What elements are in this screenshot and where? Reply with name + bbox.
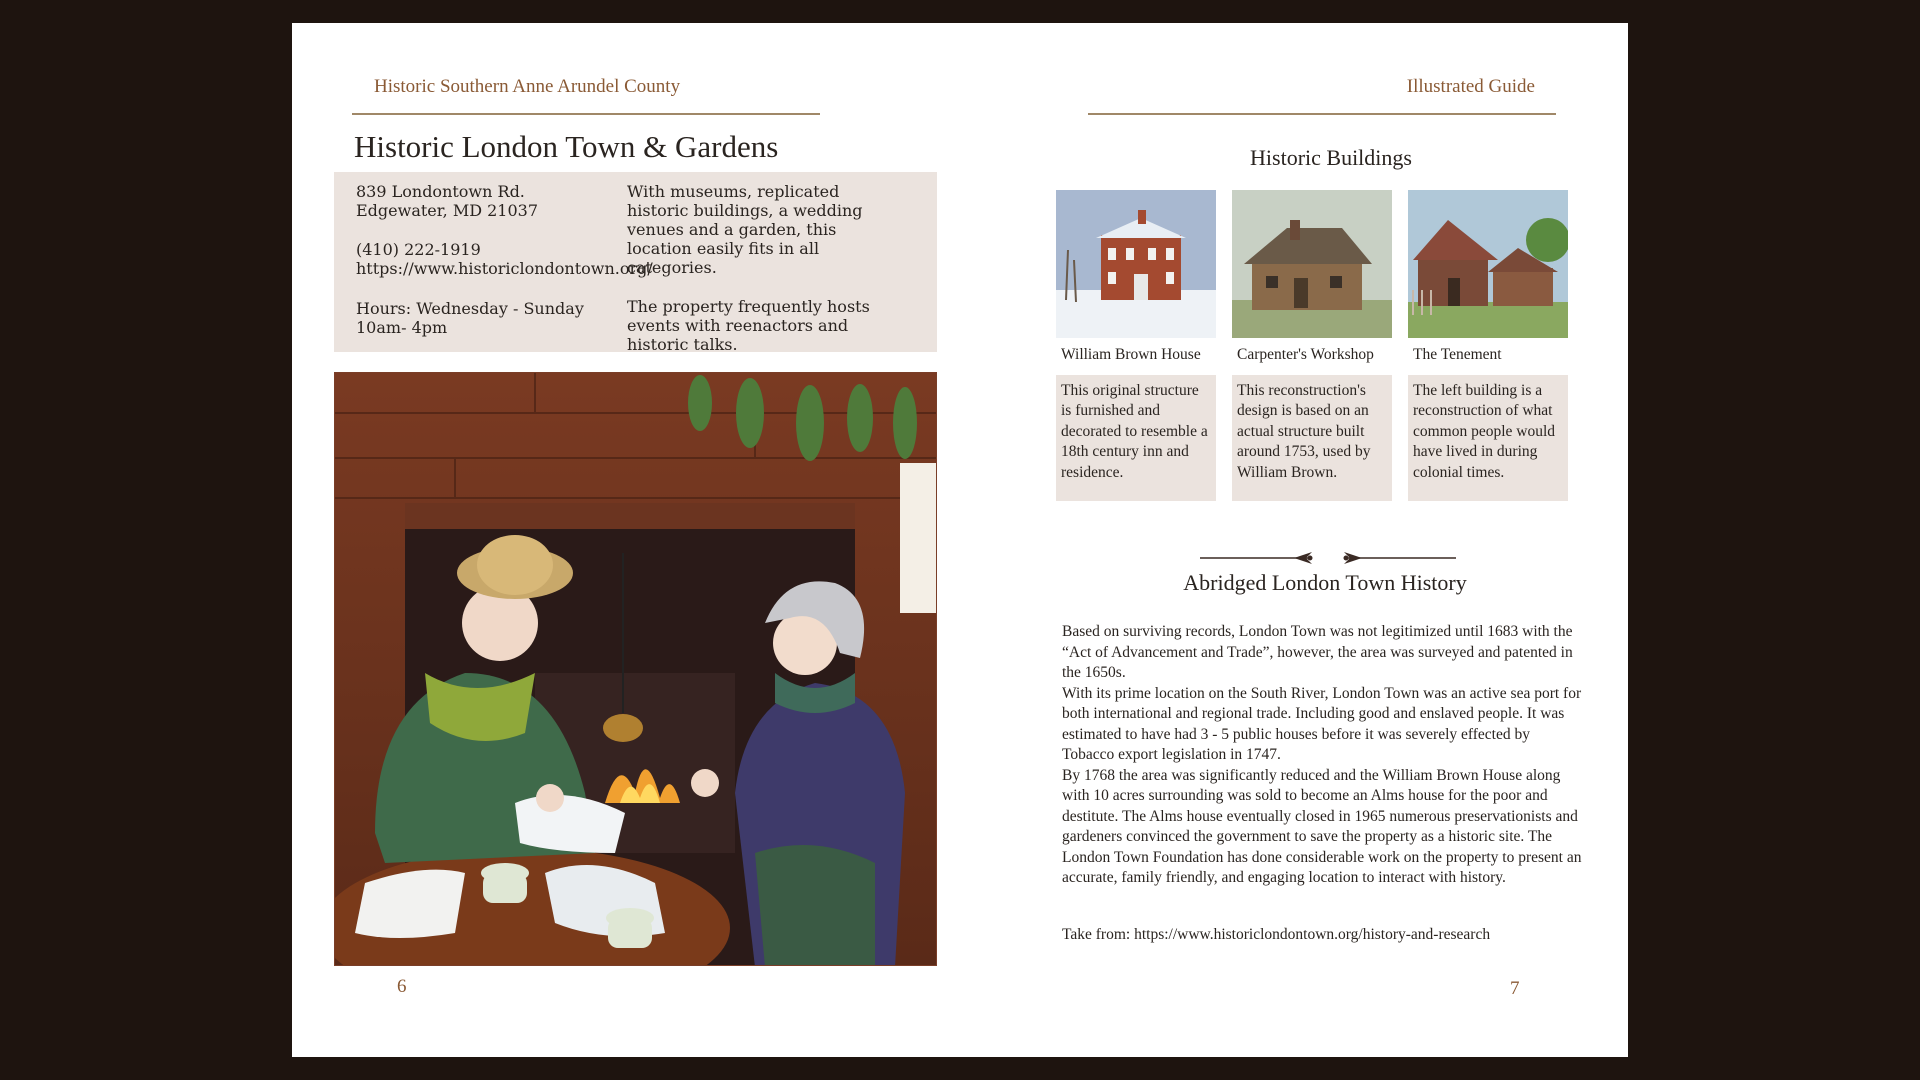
page-title: Historic London Town & Gardens — [354, 129, 779, 164]
phone-number: (410) 222-1919 — [356, 240, 481, 260]
building-name: The Tenement — [1413, 346, 1502, 363]
header-rule-right — [1088, 113, 1556, 115]
header-rule-left — [352, 113, 820, 115]
contact-info — [356, 182, 653, 337]
history-paragraph: By 1768 the area was significantly reduced and the William Brown House along with 10 acres surrounding was sold to become an Alms house for the poor and destitute. The Alms house eventually closed in 1965 numerous preservationists and gardeners convinced the government to save the property as a historic site. The London Town Foundation has done considerable work on the property to present an accurate, family friendly, and engaging location to interact with history. — [1062, 766, 1582, 886]
history-body — [1062, 622, 1582, 889]
website-url: https://www.historiclondontown.org/ — [356, 259, 653, 279]
building-card — [1232, 190, 1392, 501]
historic-buildings-heading: Historic Buildings — [1250, 145, 1412, 170]
building-description: This reconstruction's design is based on an actual structure built around 1753, used by William Brown. — [1232, 375, 1392, 501]
william-brown-house-illustration — [1056, 190, 1216, 338]
hours-line-2: 10am- 4pm — [356, 317, 448, 337]
address-line-1: 839 Londontown Rd. — [356, 182, 525, 201]
history-heading: Abridged London Town History — [1183, 570, 1467, 595]
description-paragraph-1: With museums, replicated historic buildings, a wedding venues and a garden, this location easily fits in all categories. — [627, 182, 863, 277]
source-citation: Take from: https://www.historiclondontown.org/history-and-research — [1062, 926, 1491, 943]
history-paragraph: Based on surviving records, London Town was not legitimized until 1683 with the “Act of Advancement and Trade”, however, the area was surveyed and patented in the 1650s. — [1062, 623, 1573, 681]
location-description — [627, 182, 877, 354]
hours-line-1: Hours: Wednesday - Sunday — [356, 298, 584, 318]
running-header-right: Illustrated Guide — [1406, 76, 1535, 97]
colonial-women-sewing-illustration — [334, 372, 937, 966]
description-paragraph-2: The property frequently hosts events with reenactors and historic talks. — [627, 297, 870, 355]
building-name: Carpenter's Workshop — [1237, 346, 1374, 363]
running-header-left: Historic Southern Anne Arundel County — [374, 76, 681, 97]
building-name: William Brown House — [1061, 346, 1201, 363]
address-line-2: Edgewater, MD 21037 — [356, 201, 539, 220]
divider-ornament — [1200, 550, 1456, 564]
carpenters-workshop-illustration — [1232, 190, 1392, 338]
building-description: This original structure is furnished and decorated to resemble a 18th century inn and residence. — [1056, 375, 1216, 501]
building-description: The left building is a reconstruction of what common people would have lived in during colonial times. — [1408, 375, 1568, 501]
page-number-left: 6 — [397, 976, 407, 997]
page-number-right: 7 — [1510, 978, 1520, 999]
history-paragraph: With its prime location on the South River, London Town was an active sea port for both international and regional trade. Including good and enslaved people. It was estimated to have had 3 - 5 public houses before it was severely effected by Tobacco export legislation in 1747. — [1062, 684, 1582, 763]
tenement-illustration — [1408, 190, 1568, 338]
book-spread — [292, 23, 1628, 1057]
building-card — [1056, 190, 1216, 501]
building-card — [1408, 190, 1568, 501]
